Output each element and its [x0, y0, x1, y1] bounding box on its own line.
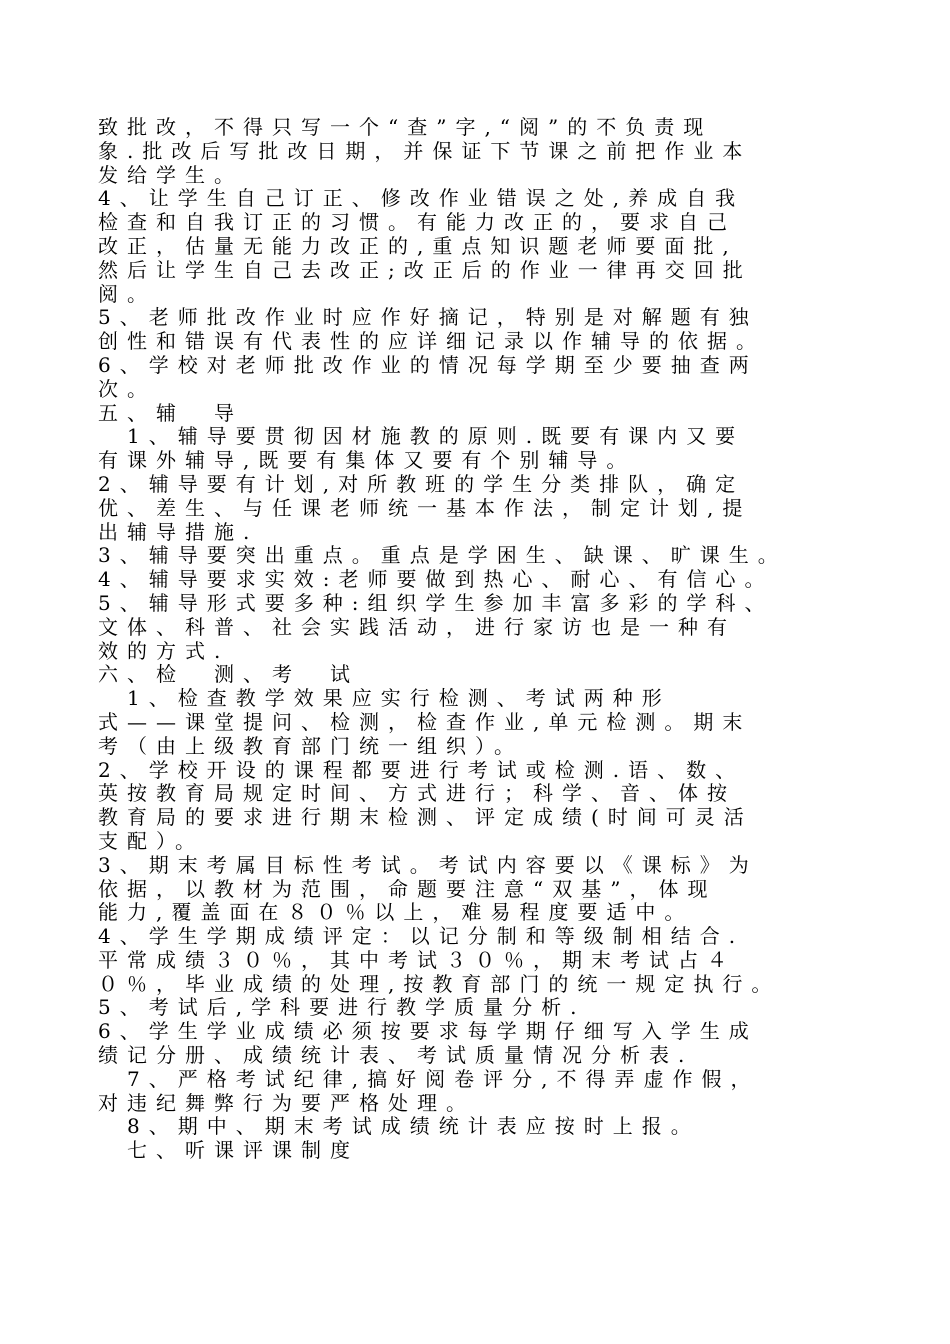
text-line: 式——课堂提问、检测，检查作业,单元检测。期末	[98, 709, 752, 734]
text-line: 致批改，不得只写一个“查”字,“阅”的不负责现	[98, 115, 713, 139]
text-line: 6、学校对老师批改作业的情况每学期至少要抽查两	[98, 352, 758, 377]
section-heading: 七、听课评课制度	[98, 1138, 359, 1163]
section-heading: 六、检 测、考 试	[98, 662, 359, 687]
text-line: ０％，毕业成绩的处理,按教育部门的统一规定执行。	[98, 971, 781, 996]
text-line: 3、期末考属目标性考试。考试内容要以《课标》为	[98, 852, 758, 877]
text-line: 7、严格考试纪律,搞好阅卷评分,不得弄虚作假，	[98, 1066, 760, 1091]
text-line: 绩记分册、成绩统计表、考试质量情况分析表.	[98, 1043, 694, 1068]
text-line: 优、差生、与任课老师统一基本作法，制定计划,提	[98, 495, 752, 520]
text-line: 创性和错误有代表性的应详细记录以作辅导的依据。	[98, 329, 765, 354]
text-line: 然后让学生自己去改正;改正后的作业一律再交回批	[98, 257, 752, 282]
text-line: 教育局的要求进行期末检测、评定成绩(时间可灵活	[98, 805, 753, 830]
text-line: 改正，估量无能力改正的,重点知识题老师要面批,	[98, 233, 738, 258]
text-line: 4、让学生自己订正、修改作业错误之处,养成自我	[98, 186, 745, 211]
text-line: 5、考试后,学科要进行教学质量分析.	[98, 995, 586, 1020]
text-line: 4、学生学期成绩评定：以记分制和等级制相结合.	[98, 924, 745, 949]
document-body	[98, 116, 878, 1163]
text-line: 支配）。	[98, 828, 204, 853]
text-line: 3、辅导要突出重点。重点是学困生、缺课、旷课生。	[98, 543, 787, 568]
text-line: 文体、科普、社会实践活动，进行家访也是一种有	[98, 614, 736, 639]
text-line: 考（由上级教育部门统一组织）。	[98, 733, 523, 758]
text-line: 能力,覆盖面在８０％以上，难易程度要适中。	[98, 900, 694, 925]
text-line: 2、学校开设的课程都要进行考试或检测.语、数、	[98, 757, 745, 782]
text-line: 检查和自我订正的习惯。有能力改正的，要求自己	[98, 210, 736, 235]
text-line: 阅。	[98, 281, 156, 306]
text-line: 对违纪舞弊行为要严格处理。	[98, 1090, 475, 1115]
text-line: 次。	[98, 376, 156, 401]
text-line: 平常成绩３０％，其中考试３０％，期末考试占４	[98, 947, 736, 972]
text-line: 6、学生学业成绩必须按要求每学期仔细写入学生成	[98, 1019, 758, 1044]
text-line: 2、辅导要有计划,对所教班的学生分类排队，确定	[98, 471, 745, 496]
text-line: 依据，以教材为范围，命题要注意“双基”，体现	[98, 876, 717, 901]
text-line: 5、辅导形式要多种:组织学生参加丰富多彩的学科、	[98, 590, 774, 615]
text-line: 英按教育局规定时间、方式进行；科学、音、体按	[98, 781, 736, 806]
text-line: 象.批改后写批改日期，并保证下节课之前把作业本	[98, 138, 752, 163]
text-line: 有课外辅导,既要有集体又要有个别辅导。	[98, 448, 636, 473]
text-line: 8、期中、期末考试成绩统计表应按时上报。	[98, 1114, 700, 1139]
section-heading: 五、辅 导	[98, 400, 243, 425]
text-line: 4、辅导要求实效:老师要做到热心、耐心、有信心。	[98, 567, 774, 592]
text-line: 5、老师批改作业时应作好摘记，特别是对解题有独	[98, 305, 758, 330]
text-line: 发给学生。	[98, 162, 243, 187]
text-line: 出辅导措施.	[98, 519, 259, 544]
text-line: 1、辅导要贯彻因材施教的原则.既要有课内又要	[98, 424, 745, 449]
text-line: 效的方式.	[98, 638, 230, 663]
text-line: 1、检查教学效果应实行检测、考试两种形	[98, 686, 671, 711]
